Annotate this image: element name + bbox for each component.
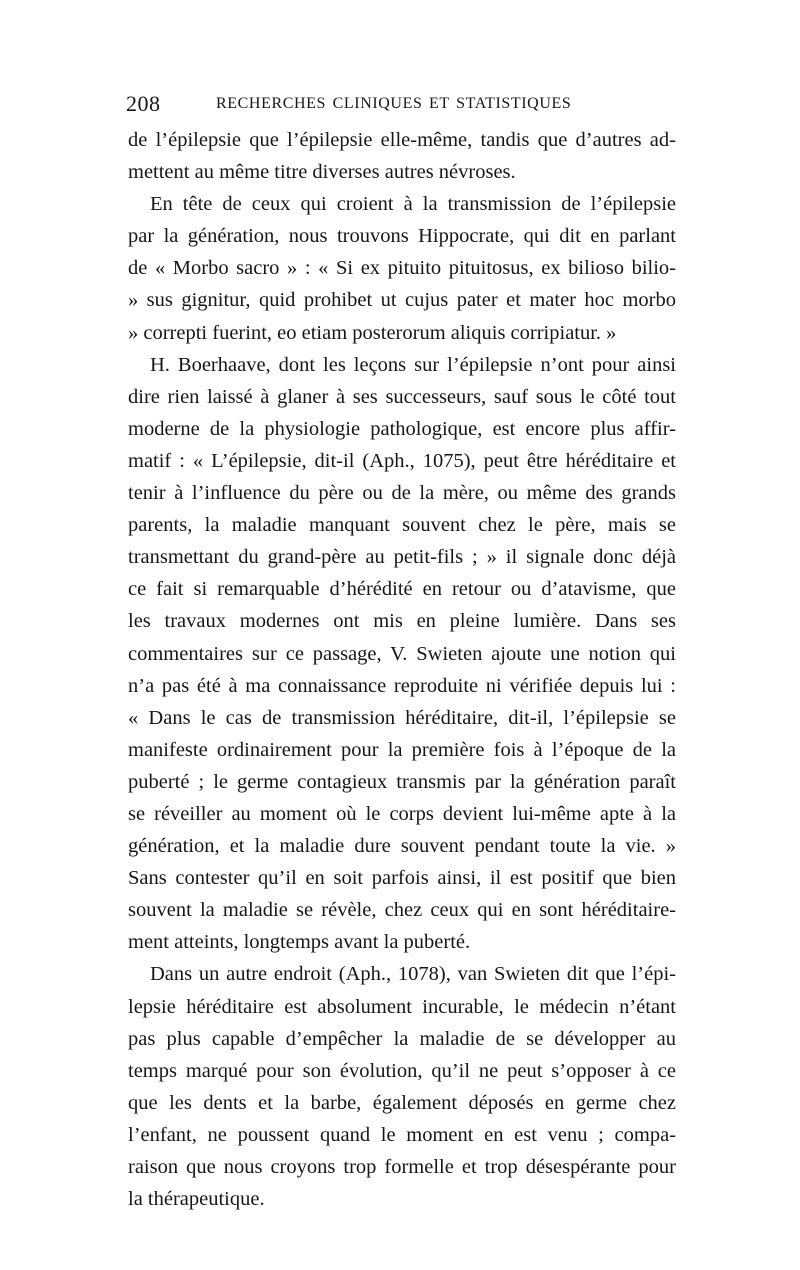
text-line: raison que nous croyons trop formelle et trop désespérante pour [128,1156,676,1178]
text-line: par la génération, nous trouvons Hippocrate, qui dit en parlant [128,225,676,248]
text-line: » sus gignitur, quid prohibet ut cujus pater et mater hoc morbo [128,289,676,312]
running-head-title: RECHERCHES CLINIQUES ET STATISTIQUES [216,95,572,112]
text-line: tenir à l’influence du père ou de la mère, ou même des grands [128,482,676,505]
text-line: n’a pas été à ma connaissance reproduite ni vérifiée depuis lui : [128,674,676,697]
text-line: génération, et la maladie dure souvent pendant toute la vie. » [128,835,676,858]
text-line: puberté ; le germe contagieux transmis par la génération paraît [128,770,676,793]
text-line: mettent au même titre diverses autres névroses. [128,161,516,184]
paragraph-start-line: Dans un autre endroit (Aph., 1078), van Swieten dit que l’épi- [150,963,676,986]
text-line: parents, la maladie manquant souvent chez le père, mais se [128,514,676,537]
text-line: » correpti fuerint, eo etiam posterorum aliquis corripiatur. » [128,321,617,344]
text-line: ce fait si remarquable d’hérédité en retour ou d’atavisme, que [128,578,676,601]
text-line: les travaux modernes ont mis en pleine lumière. Dans ses [128,610,676,633]
body-text [128,124,676,1215]
paragraph-start-line: H. Boerhaave, dont les leçons sur l’épilepsie n’ont pour ainsi [150,353,676,376]
text-line: transmettant du grand-père au petit-fils ; » il signale donc déjà [128,546,676,569]
text-line: « Dans le cas de transmission héréditaire, dit-il, l’épilepsie se [128,706,676,729]
page-number: 208 [126,91,161,116]
text-line: moderne de la physiologie pathologique, est encore plus affir- [128,417,676,440]
text-line: commentaires sur ce passage, V. Swieten ajoute une notion qui [128,642,676,665]
text-line: se réveiller au moment où le corps devient lui-même apte à la [128,802,676,825]
text-line: pas plus capable d’empêcher la maladie de se développer au [128,1027,676,1050]
text-line: lepsie héréditaire est absolument incurable, le médecin n’étant [128,995,676,1018]
paragraph-start-line: En tête de ceux qui croient à la transmission de l’épilepsie [150,193,676,216]
text-line: Sans contester qu’il en soit parfois ainsi, il est positif que bien [128,867,676,890]
text-line: dire rien laissé à glaner à ses successeurs, sauf sous le côté tout [128,385,676,408]
running-head [126,88,682,120]
text-line: de l’épilepsie que l’épilepsie elle-même, tandis que d’autres ad- [128,129,676,151]
text-line: de « Morbo sacro » : « Si ex pituito pituitosus, ex bilioso bilio- [128,257,676,280]
text-line: souvent la maladie se révèle, chez ceux qui en sont héréditaire- [128,899,676,922]
text-line: temps marqué pour son évolution, qu’il ne peut s’opposer à ce [128,1059,676,1082]
text-line: l’enfant, ne poussent quand le moment en est venu ; compa- [128,1123,676,1146]
text-line: ment atteints, longtemps avant la puberté. [128,931,471,954]
text-line: matif : « L’épilepsie, dit-il (Aph., 1075), peut être héréditaire et [128,449,676,472]
text-line: que les dents et la barbe, également déposés en germe chez [128,1091,676,1114]
text-line: manifeste ordinairement pour la première fois à l’époque de la [128,738,676,761]
text-line: la thérapeutique. [128,1188,265,1211]
